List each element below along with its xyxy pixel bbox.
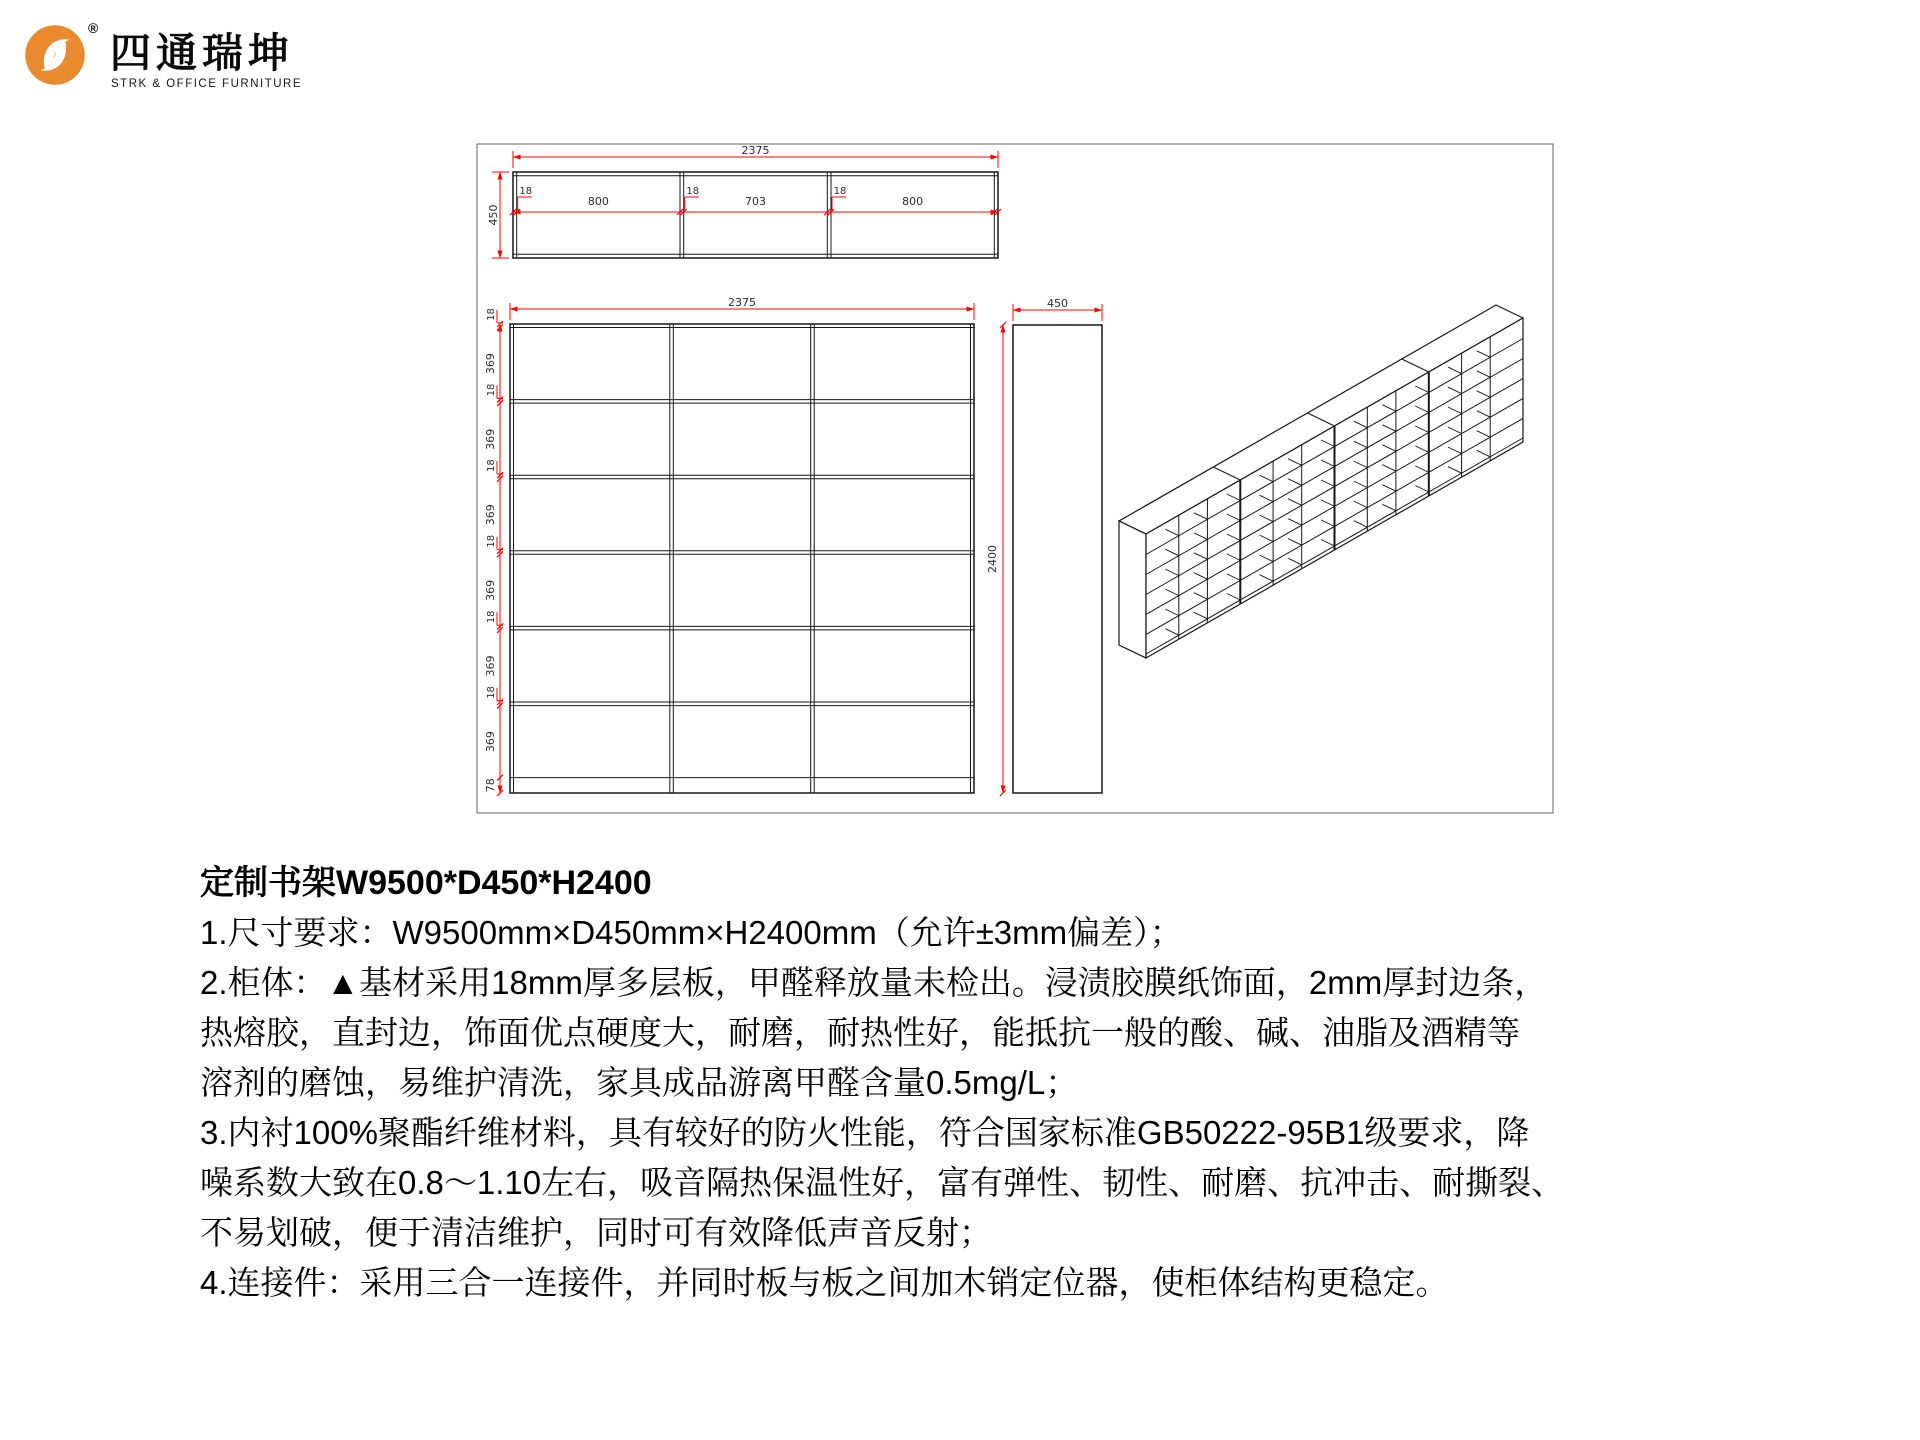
dim-label: 18	[486, 610, 497, 624]
side-view	[986, 297, 1102, 796]
spec-text	[200, 858, 1565, 1308]
top-view	[487, 144, 1001, 258]
spec-line: 溶剂的磨蚀，易维护清洗，家具成品游离甲醛含量0.5mg/L；	[200, 1064, 1079, 1101]
dim-label: 18	[486, 686, 497, 699]
dim-label: 2375	[741, 144, 770, 157]
dim-label: 369	[484, 655, 497, 677]
dim-label: 2400	[986, 545, 999, 573]
dim-label: 369	[484, 428, 497, 450]
spec-lines	[200, 908, 1565, 1308]
dim-label: 369	[484, 504, 497, 526]
dim-label: 450	[1047, 297, 1068, 310]
dim-label: 450	[487, 204, 500, 226]
spec-line: 2.柜体：▲基材采用18mm厚多层板，甲醛释放量未检出。浸渍胶膜纸饰面，2mm厚封边条，	[200, 964, 1548, 1001]
dim-label: 18	[833, 186, 847, 197]
spec-line: 3.内衬100%聚酯纤维材料，具有较好的防火性能，符合国家标准GB50222-95B1级要求，降	[200, 1114, 1530, 1151]
dim-label: 18	[486, 459, 497, 472]
dim-label: 800	[587, 195, 609, 208]
registered-trademark: ®	[88, 20, 99, 36]
dim-label: 18	[486, 534, 497, 548]
dim-label: 800	[902, 195, 924, 208]
spec-line: 1.尺寸要求：W9500mm×D450mm×H2400mm（允许±3mm偏差）；	[200, 914, 1183, 951]
spec-line: 4.连接件：采用三合一连接件，并同时板与板之间加木销定位器，使柜体结构更稳定。	[200, 1264, 1449, 1301]
dim-label: 18	[486, 383, 497, 397]
isometric-view	[1119, 305, 1523, 658]
dim-label: 369	[484, 731, 497, 753]
technical-drawing	[460, 130, 1560, 830]
brand-subtitle: STRK & OFFICE FURNITURE	[111, 78, 303, 90]
brand-name: 四通瑞坤	[110, 30, 294, 76]
spec-line: 热熔胶，直封边，饰面优点硬度大，耐磨，耐热性好，能抵抗一般的酸、碱、油脂及酒精等	[200, 1014, 1520, 1051]
dim-label: 18	[686, 186, 700, 197]
dim-label: 369	[484, 353, 497, 375]
spec-title: 定制书架W9500*D450*H2400	[200, 864, 652, 902]
spec-line: 噪系数大致在0.8～1.10左右，吸音隔热保温性好，富有弹性、韧性、耐磨、抗冲击、耐撕裂、	[200, 1164, 1565, 1201]
dim-label: 78	[484, 778, 497, 793]
spec-line: 不易划破，便于清洁维护，同时可有效降低声音反射；	[200, 1214, 992, 1251]
dim-label: 369	[484, 579, 497, 601]
dim-label: 18	[519, 186, 533, 197]
dim-label: 2375	[728, 296, 756, 309]
front-view	[484, 296, 974, 796]
logo-mark-icon	[24, 24, 86, 86]
dim-label: 18	[486, 308, 497, 321]
logo-circle	[25, 25, 85, 85]
dim-label: 703	[745, 195, 766, 208]
